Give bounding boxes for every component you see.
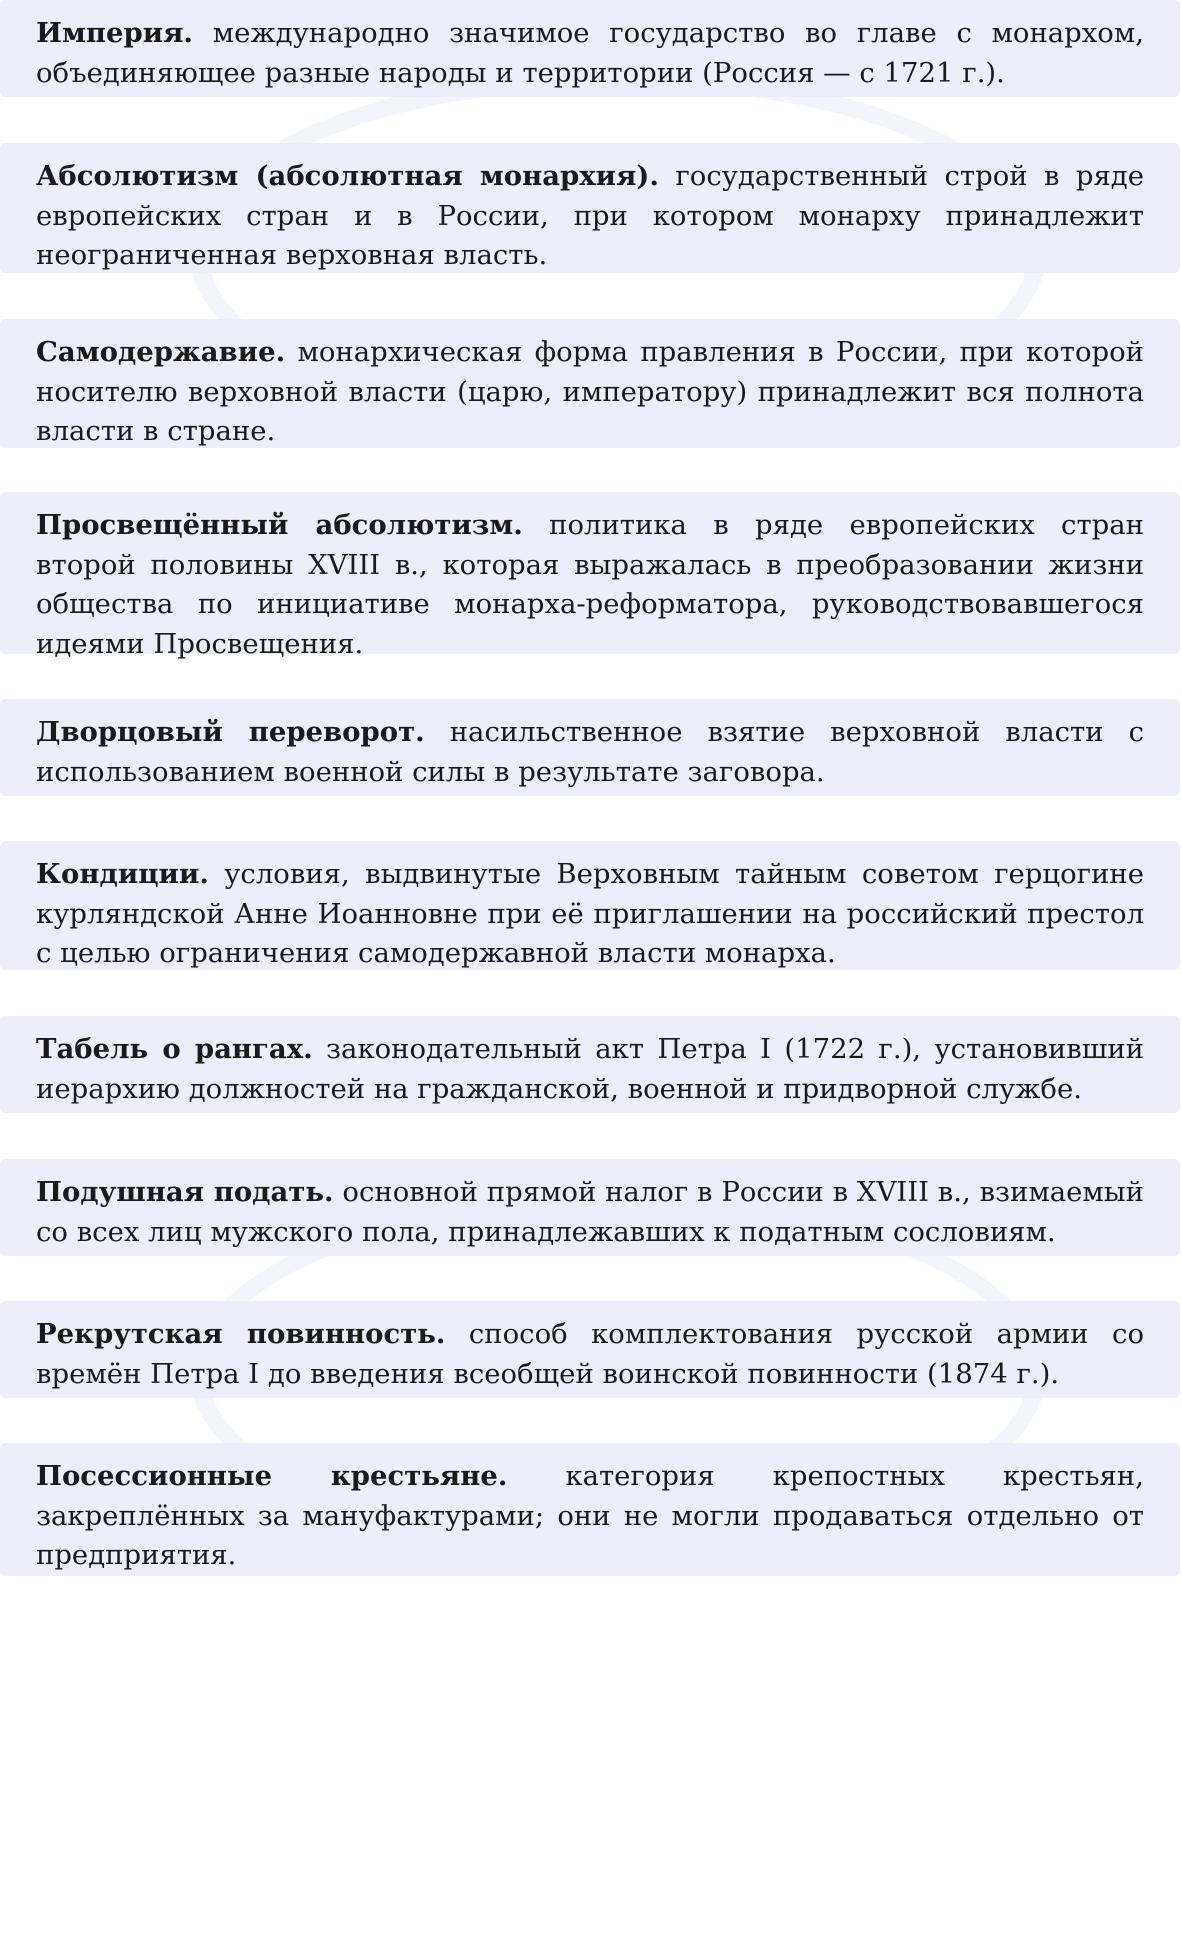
definition-card-table-of-ranks	[0, 1016, 1180, 1113]
definition-card-possessional-peasants	[0, 1443, 1180, 1576]
term: Дворцовый переворот.	[36, 716, 425, 748]
term: Подушная подать.	[36, 1176, 334, 1208]
definition-card-palace-coup	[0, 699, 1180, 796]
definition: категория крепостных крестьян, закреплённых за мануфактурами; они не могли продаваться отдельно от предприятия.	[36, 1460, 1144, 1571]
definition-card-recruitment-duty	[0, 1301, 1180, 1398]
definition: способ комплектования русской армии со времён Петра I до введения всеобщей воинской повинности (1874 г.).	[36, 1318, 1144, 1390]
definition: политика в ряде европейских стран второй половины XVIII в., которая выражалась в преобразовании жизни общества по инициативе монарха-реформатора, руководствовавшегося идеями Просвещения.	[36, 509, 1145, 660]
definition: международно значимое государство во главе с монархом, объединяющее разные народы и территории (Россия — с 1721 г.).	[36, 17, 1144, 89]
term: Просвещённый абсолютизм.	[36, 509, 523, 541]
definition: насильственное взятие верховной власти с использованием военной силы в результате заговора.	[36, 716, 1144, 788]
definition-card-conditions	[0, 841, 1180, 970]
term: Абсолютизм (абсолютная монархия).	[36, 160, 659, 192]
definition-card-poll-tax	[0, 1159, 1180, 1256]
definition: условия, выдвинутые Верховным тайным советом герцогине курляндской Анне Иоанновне при её приглашении на российский престол с целью ограничения самодержавной власти монарха.	[36, 858, 1144, 969]
term: Самодержавие.	[36, 336, 286, 368]
term: Империя.	[36, 17, 194, 49]
definition-card-autocracy	[0, 319, 1180, 448]
definition-card-enlightened-absolutism	[0, 492, 1180, 660]
definition: законодательный акт Петра I (1722 г.), установивший иерархию должностей на гражданской, военной и придворной службе.	[36, 1033, 1144, 1105]
definition: основной прямой налог в России в XVIII в., взимаемый со всех лиц мужского пола, принадлежавших к податным сословиям.	[36, 1176, 1144, 1248]
definition-card-absolutism	[0, 143, 1180, 273]
term: Кондиции.	[36, 858, 209, 890]
definition: монархическая форма правления в России, при которой носителю верховной власти (царю, императору) принадлежит вся полнота власти в стране.	[36, 336, 1145, 447]
term: Табель о рангах.	[36, 1033, 313, 1065]
definition: государственный строй в ряде европейских стран и в России, при котором монарху принадлежит неограниченная верховная власть.	[36, 160, 1144, 271]
definition-card-empire	[0, 0, 1180, 97]
term: Рекрутская повинность.	[36, 1318, 446, 1350]
term: Посессионные крестьяне.	[36, 1460, 508, 1492]
